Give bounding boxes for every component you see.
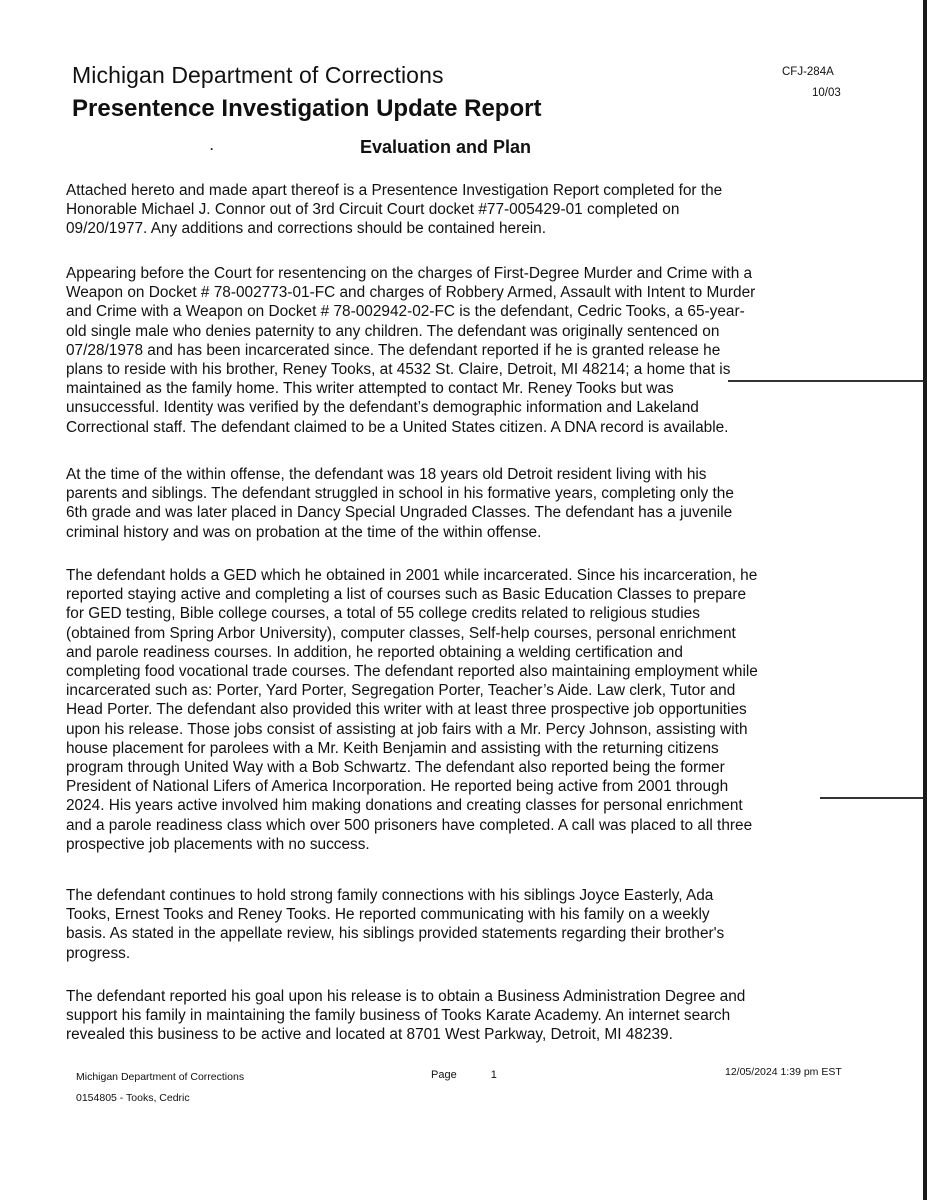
text-line: Correctional staff. The defendant claimed to be a United States citizen. A DNA record is available. <box>66 418 729 436</box>
paragraph-family <box>66 886 866 963</box>
text-line: Weapon on Docket # 78-002773-01-FC and charges of Robbery Armed, Assault with Intent to Murder <box>66 284 756 302</box>
text-line: progress. <box>66 944 131 962</box>
text-line: 09/20/1977. Any additions and corrections should be contained herein. <box>66 220 547 238</box>
text-line: prospective job placements with no success. <box>66 835 370 853</box>
agency-name: Michigan Department of Corrections <box>72 62 444 88</box>
scan-edge <box>923 0 927 1200</box>
text-line: unsuccessful. Identity was verified by the defendant’s demographic information and Lakeland <box>66 399 699 417</box>
text-line: revealed this business to be active and located at 8701 West Parkway, Detroit, MI 48239. <box>66 1026 673 1044</box>
text-line: house placement for parolees with a Mr. Keith Benjamin and assisting with the returning citizens <box>66 739 719 757</box>
text-line: plans to reside with his brother, Reney Tooks, at 4532 St. Claire, Detroit, MI 48214; a home that is <box>66 361 731 379</box>
text-line: The defendant continues to hold strong family connections with his siblings Joyce Easterly, Ada <box>66 887 714 904</box>
footer-page <box>431 1069 497 1081</box>
page-number: 1 <box>490 1069 497 1081</box>
paragraph-education-employment <box>66 566 866 854</box>
text-line: 6th grade and was later placed in Dancy Special Ungraded Classes. The defendant has a juvenile <box>66 504 733 522</box>
text-line: 2024. His years active involved him making donations and creating classes for personal enrichment <box>66 797 743 815</box>
text-line: The defendant reported his goal upon his release is to obtain a Business Administration Degree and <box>66 988 746 1005</box>
text-line: criminal history and was on probation at the time of the within offense. <box>66 523 542 541</box>
text-line: and parole readiness courses. In addition, he reported obtaining a welding certification and <box>66 643 683 661</box>
text-line: Honorable Michael J. Connor out of 3rd Circuit Court docket #77-005429-01 completed on <box>66 201 680 219</box>
text-line: Attached hereto and made apart thereof is a Presentence Investigation Report completed for the <box>66 182 723 199</box>
text-line: President of National Lifers of America Incorporation. He reported being active from 2001 through <box>66 778 729 796</box>
text-line: reported staying active and completing a list of courses such as Basic Education Classes to prepare <box>66 586 747 604</box>
section-title: Evaluation and Plan <box>360 137 532 157</box>
footer-timestamp: 12/05/2024 1:39 pm EST <box>725 1066 842 1078</box>
text-line: incarcerated such as: Porter, Yard Porter, Segregation Porter, Teacher’s Aide. Law clerk, Tutor and <box>66 682 736 700</box>
text-line: (obtained from Spring Arbor University), computer classes, Self-help courses, personal enrichment <box>66 624 736 642</box>
text-line: parents and siblings. The defendant struggled in school in his formative years, completing only the <box>66 485 734 503</box>
text-line: Head Porter. The defendant also provided this writer with at least three prospective job opportunities <box>66 701 747 719</box>
text-line: At the time of the within offense, the defendant was 18 years old Detroit resident living with his <box>66 466 707 483</box>
text-line: basis. As stated in the appellate review, his siblings provided statements regarding their brother's <box>66 925 725 943</box>
report-title: Presentence Investigation Update Report <box>72 95 542 122</box>
text-line: Tooks, Ernest Tooks and Reney Tooks. He reported communicating with his family on a weekly <box>66 906 710 924</box>
paragraph-goals <box>66 987 866 1045</box>
text-line: for GED testing, Bible college courses, a total of 55 college credits related to religious studies <box>66 605 700 623</box>
page-label: Page <box>431 1069 457 1081</box>
text-line: upon his release. Those jobs consist of assisting at job fairs with a Mr. Percy Johnson, assisting with <box>66 720 748 738</box>
paragraph-prior-report <box>66 181 866 239</box>
text-line: old single male who denies paternity to any children. The defendant was originally sentenced on <box>66 322 720 340</box>
text-line: support his family in maintaining the family business of Tooks Karate Academy. An internet search <box>66 1007 731 1025</box>
scan-speck: · <box>210 142 214 156</box>
form-date: 10/03 <box>812 87 841 99</box>
footer-offender: 0154805 - Tooks, Cedric <box>76 1092 190 1104</box>
text-line: The defendant holds a GED which he obtained in 2001 while incarcerated. Since his incarceration, he <box>66 567 758 584</box>
form-code: CFJ-284A <box>782 66 834 78</box>
text-line-struck: maintained as the family home. This writer attempted to contact Mr. Reney Tooks but was <box>66 380 674 398</box>
text-line: Appearing before the Court for resentencing on the charges of First-Degree Murder and Crime with a <box>66 265 753 282</box>
text-line: program through United Way with a Bob Schwartz. The defendant also reported being the former <box>66 759 725 777</box>
scan-line <box>728 380 923 382</box>
paragraph-background <box>66 465 866 542</box>
footer-agency: Michigan Department of Corrections <box>76 1071 245 1083</box>
text-line: 07/28/1978 and has been incarcerated since. The defendant reported if he is granted release he <box>66 341 721 359</box>
paragraph-resentencing <box>66 264 866 437</box>
text-line: and a parole readiness class which over 500 prisoners have completed. A call was placed to all three <box>66 816 753 834</box>
text-line: and Crime with a Weapon on Docket # 78-002942-02-FC is the defendant, Cedric Tooks, a 65-year- <box>66 303 745 321</box>
scan-line <box>820 797 923 799</box>
text-line: completing food vocational trade courses. The defendant reported also maintaining employment while <box>66 663 758 681</box>
